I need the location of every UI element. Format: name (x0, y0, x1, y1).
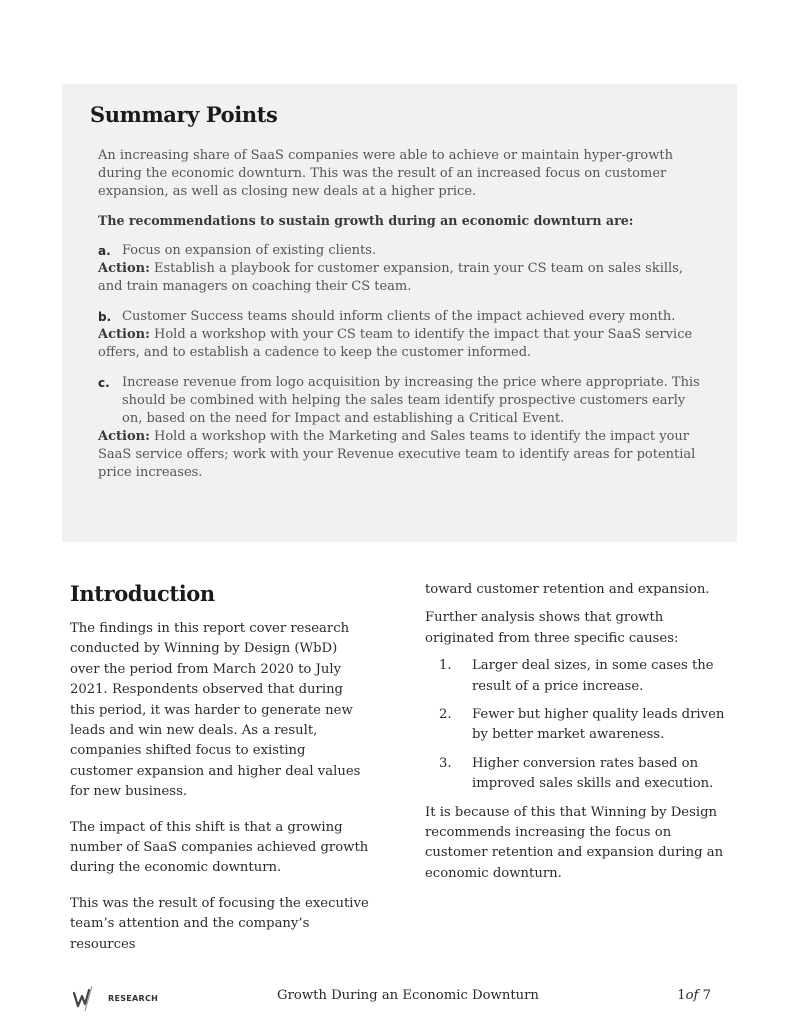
recommendation-item (98, 308, 703, 326)
introduction-paragraph: The impact of this shift is that a growing number of SaaS companies achieved growth during the economic downturn. (70, 819, 369, 876)
recommendations-heading: The recommendations to sustain growth during an economic downturn are: (98, 213, 634, 228)
introduction-paragraph: This was the result of focusing the executive team’s attention and the company’s resources (70, 895, 369, 952)
action-label: Action: (98, 261, 150, 276)
summary-body (98, 147, 703, 482)
introduction-paragraph: The findings in this report cover research conducted by Winning by Design (WbD) over the period from March 2020 to July 2021. Respondents observed that during this period, it was harder to generate new leads and win new deals. As a result, companies shifted focus to existing customer expansion and higher deal values for new business. (70, 621, 361, 800)
list-item (425, 754, 735, 795)
introduction-right-column (425, 580, 735, 884)
footer-title: Growth During an Economic Downturn (277, 988, 539, 1003)
logo-label: RESEARCH (108, 993, 159, 1003)
action-text: Establish a playbook for customer expansion, train your CS team on sales skills, and train managers on coaching their CS team. (98, 261, 683, 294)
list-text: Fewer but higher quality leads driven by better market awareness. (472, 707, 725, 743)
list-number: 1. (439, 658, 452, 674)
analysis-paragraph: Further analysis shows that growth originated from three specific causes: (425, 610, 679, 646)
research-logo (72, 983, 162, 1013)
recommendation-letter: c. (98, 376, 110, 390)
list-number: 3. (439, 755, 452, 771)
recommendation-action (98, 326, 703, 362)
page-total: 7 (702, 988, 711, 1003)
recommendation-letter: a. (98, 244, 111, 258)
summary-title: Summary Points (90, 102, 278, 127)
page-of: of (685, 988, 699, 1003)
introduction-left-column (70, 580, 370, 955)
page-number (677, 988, 711, 1003)
recommendation-text: Customer Success teams should inform clients of the impact achieved every month. (122, 309, 676, 324)
list-text: Higher conversion rates based on improved sales skills and execution. (472, 755, 714, 792)
action-text: Hold a workshop with the Marketing and Sales teams to identify the impact your SaaS service offers; work with your Revenue executive team to identify areas for potential price increases. (98, 429, 696, 480)
summary-intro: An increasing share of SaaS companies were able to achieve or maintain hyper-growth during the economic downturn. This was the result of an increased focus on customer expansion, as well as closing new deals at a higher price. (98, 148, 673, 199)
list-item (425, 705, 735, 746)
causes-list (425, 656, 735, 794)
action-label: Action: (98, 327, 150, 342)
recommendation-text: Increase revenue from logo acquisition by increasing the price where appropriate. This should be combined with helping the sales team identify prospective customers early on, based on the need for Impact and establishing a Critical Event. (122, 375, 700, 426)
recommendation-item (98, 374, 703, 428)
introduction-title: Introduction (70, 581, 215, 606)
recommendation-item (98, 242, 703, 260)
page-footer (0, 983, 800, 1013)
recommendation-text: Focus on expansion of existing clients. (122, 243, 377, 258)
wbd-logo-icon (72, 983, 102, 1013)
page-current: 1 (677, 988, 686, 1003)
action-text: Hold a workshop with your CS team to identify the impact that your SaaS service offers, and to establish a cadence to keep the customer informed. (98, 327, 693, 360)
list-number: 2. (439, 707, 452, 723)
summary-points-box (62, 84, 737, 542)
action-label: Action: (98, 429, 150, 444)
list-item (425, 656, 735, 697)
list-text: Larger deal sizes, in some cases the result of a price increase. (472, 658, 714, 694)
introduction-continued: toward customer retention and expansion. (425, 582, 710, 597)
recommendation-action (98, 260, 703, 296)
recommendation-action (98, 428, 703, 482)
recommendation-letter: b. (98, 310, 112, 324)
conclusion-paragraph: It is because of this that Winning by Design recommends increasing the focus on customer retention and expansion during an economic downturn. (425, 804, 724, 881)
